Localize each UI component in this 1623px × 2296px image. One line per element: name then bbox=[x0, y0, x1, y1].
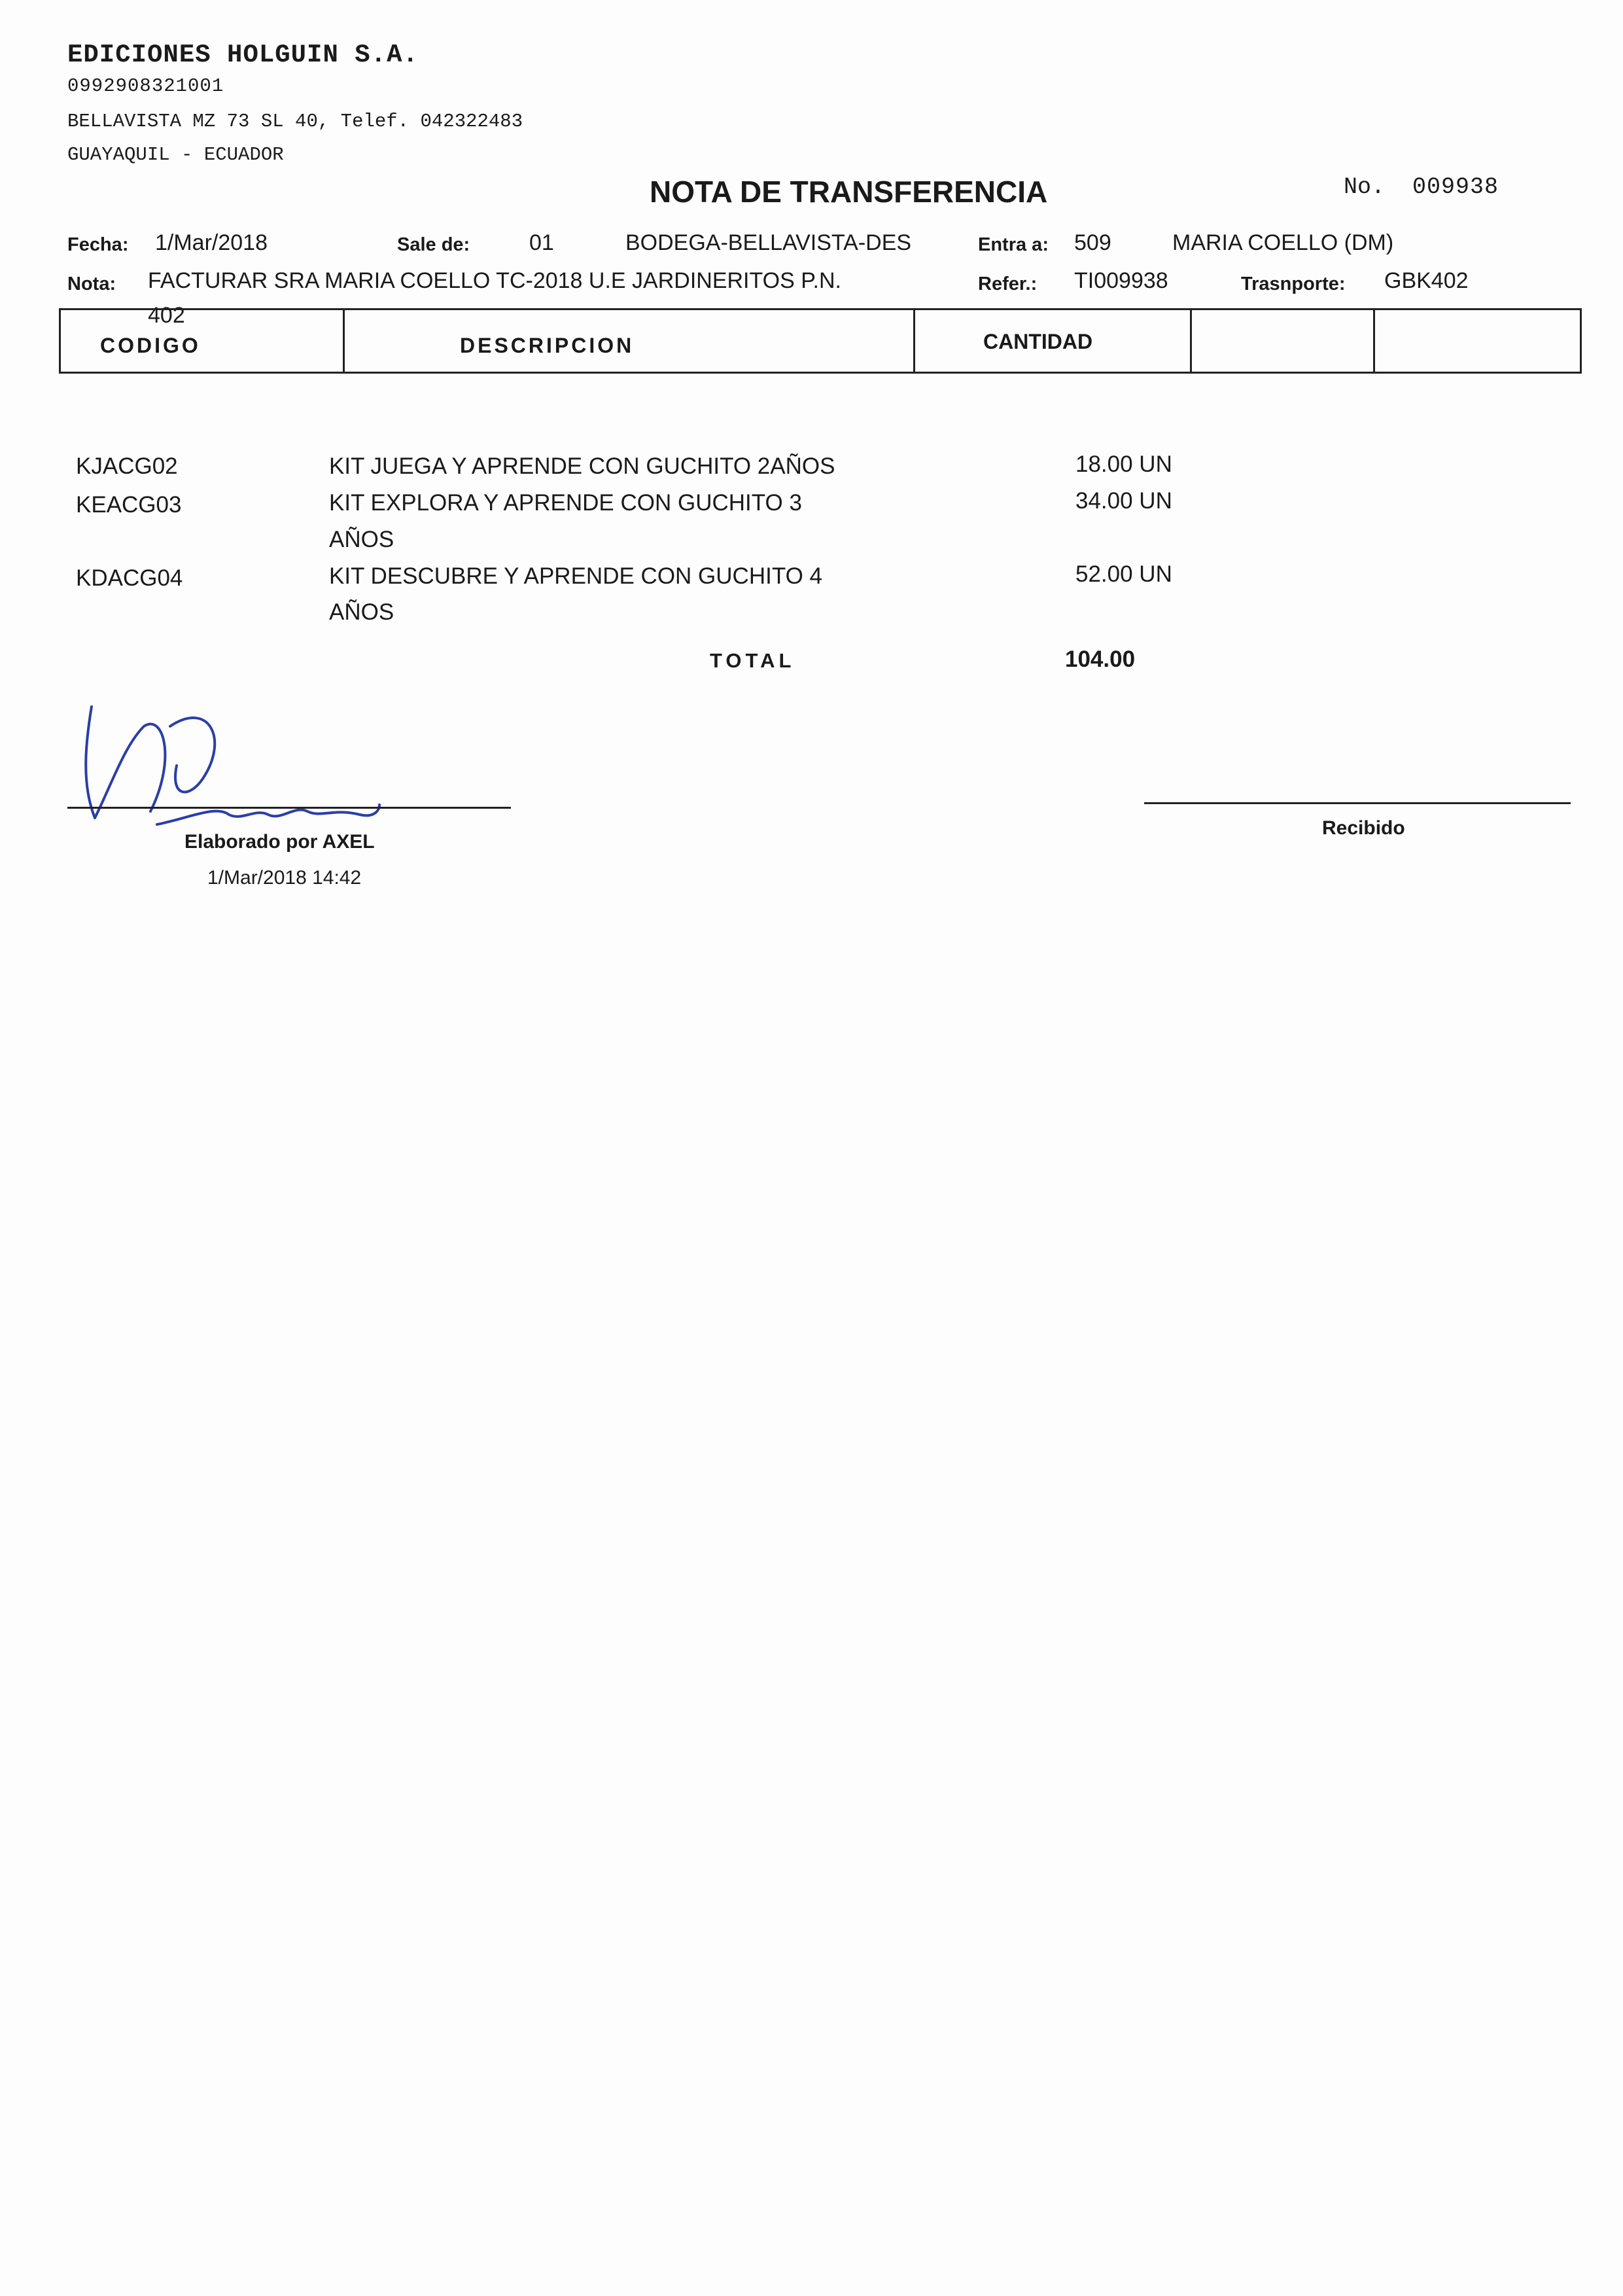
column-divider bbox=[1190, 310, 1192, 372]
row-2-descripcion: KIT EXPLORA Y APRENDE CON GUCHITO 3 bbox=[329, 490, 802, 516]
company-name: EDICIONES HOLGUIN S.A. bbox=[67, 41, 419, 69]
company-ruc: 0992908321001 bbox=[67, 75, 224, 97]
row-2-cantidad: 34.00 UN bbox=[1075, 488, 1172, 514]
column-header-cantidad: CANTIDAD bbox=[983, 330, 1093, 353]
company-address: BELLAVISTA MZ 73 SL 40, Telef. 042322483 bbox=[67, 111, 523, 132]
document-number: 009938 bbox=[1412, 174, 1499, 200]
row-1-descripcion: KIT JUEGA Y APRENDE CON GUCHITO 2AÑOS bbox=[329, 453, 835, 479]
fecha-value: 1/Mar/2018 bbox=[155, 230, 268, 255]
fecha-label: Fecha: bbox=[67, 234, 129, 255]
column-divider bbox=[343, 310, 345, 372]
total-value: 104.00 bbox=[1065, 646, 1136, 672]
elaborado-label: Elaborado por AXEL bbox=[184, 831, 375, 853]
row-2-descripcion-cont: AÑOS bbox=[329, 527, 394, 552]
entra-a-code: 509 bbox=[1074, 230, 1111, 255]
sale-de-label: Sale de: bbox=[397, 234, 470, 255]
sale-de-code: 01 bbox=[529, 230, 554, 255]
row-1-codigo: KJACG02 bbox=[76, 453, 178, 479]
column-divider bbox=[1373, 310, 1375, 372]
elaborado-signature-line bbox=[67, 807, 511, 809]
row-1-cantidad: 18.00 UN bbox=[1075, 451, 1172, 477]
handwritten-signature bbox=[72, 687, 399, 831]
transporte-label: Trasnporte: bbox=[1241, 274, 1346, 294]
column-divider bbox=[913, 310, 915, 372]
column-header-codigo: CODIGO bbox=[100, 334, 201, 357]
recibido-signature-line bbox=[1144, 802, 1571, 804]
nota-line1: FACTURAR SRA MARIA COELLO TC-2018 U.E JARDINERITOS P.N. bbox=[148, 268, 841, 293]
elaborado-date: 1/Mar/2018 14:42 bbox=[207, 867, 362, 889]
sale-de-name: BODEGA-BELLAVISTA-DES bbox=[625, 230, 912, 255]
document-number-label: No. bbox=[1344, 174, 1386, 200]
row-2-codigo: KEACG03 bbox=[76, 492, 182, 518]
row-3-descripcion: KIT DESCUBRE Y APRENDE CON GUCHITO 4 bbox=[329, 563, 822, 589]
refer-value: TI009938 bbox=[1074, 268, 1168, 293]
row-3-descripcion-cont: AÑOS bbox=[329, 599, 394, 625]
row-3-cantidad: 52.00 UN bbox=[1075, 561, 1172, 587]
entra-a-label: Entra a: bbox=[978, 234, 1049, 255]
refer-label: Refer.: bbox=[978, 274, 1038, 294]
row-3-codigo: KDACG04 bbox=[76, 565, 183, 591]
items-table-header bbox=[59, 308, 1582, 374]
nota-label: Nota: bbox=[67, 274, 116, 294]
recibido-label: Recibido bbox=[1322, 817, 1405, 839]
company-city: GUAYAQUIL - ECUADOR bbox=[67, 144, 284, 166]
nota-line2: 402 bbox=[148, 303, 185, 328]
document-title: NOTA DE TRANSFERENCIA bbox=[650, 175, 1048, 209]
total-label: TOTAL bbox=[710, 649, 795, 672]
transporte-value: GBK402 bbox=[1384, 268, 1469, 293]
entra-a-name: MARIA COELLO (DM) bbox=[1172, 230, 1394, 255]
column-header-descripcion: DESCRIPCION bbox=[460, 334, 635, 357]
